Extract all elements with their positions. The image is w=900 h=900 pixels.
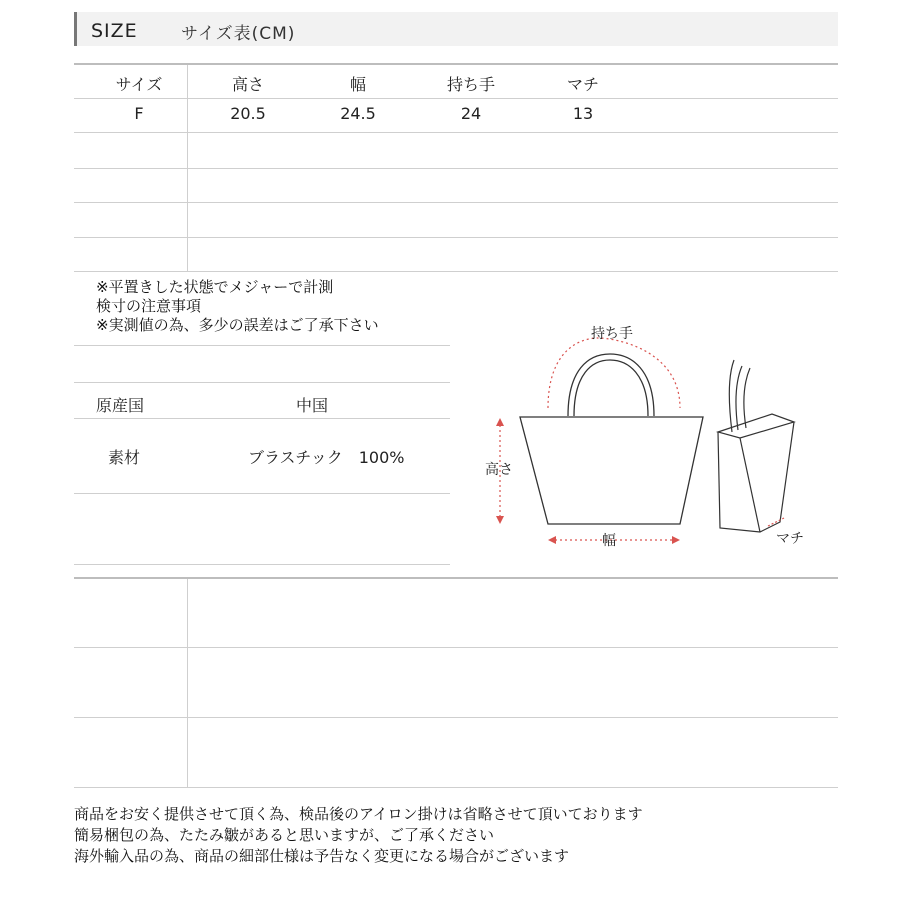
col-header-handle: 持ち手 [446,75,495,94]
col-header-size: サイズ [115,75,163,94]
width-arrow-left [548,536,556,544]
col-header-gusset: マチ [566,75,599,94]
side-handle [744,368,750,428]
measure-note: ※平置きした状態でメジャーで計測 [96,278,334,296]
row-height-value: 20.5 [230,104,266,123]
bag-handle-outer [568,354,654,416]
footer-note-packaging: 簡易梱包の為、たたみ皺があると思いますが、ご了承ください [74,826,495,844]
diagram-handle-label: 持ち手 [591,326,633,342]
material-label: 素材 [108,448,141,467]
table-row-border [74,168,838,169]
size-subtitle: サイズ表(CM) [181,24,296,44]
col-header-width: 幅 [349,75,366,94]
table-row-border [74,98,838,99]
tolerance-note: ※実測値の為、多少の誤差はご了承下さい [96,316,379,334]
lower-table-top-border [74,577,838,579]
diagram-width-label: 幅 [602,533,616,549]
bag-body [520,417,703,524]
side-handle [729,360,734,432]
table-bottom-border [74,271,838,272]
inspection-heading: 検寸の注意事項 [96,297,202,315]
gusset-measure-line [768,518,784,526]
footer-note-ironing: 商品をお安く提供させて頂く為、検品後のアイロン掛けは省略させて頂いております [74,805,643,823]
lower-table-row-border [74,717,838,718]
bag-handle-inner [574,360,648,416]
table-row-border [74,202,838,203]
side-bag-edge [740,438,760,532]
lower-table-row-border [74,647,838,648]
col-header-height: 高さ [231,75,264,94]
bag-diagram [470,310,830,560]
info-bottom-border [74,564,450,565]
diagram-height-label: 高さ [485,462,513,478]
row-width-value: 24.5 [340,104,376,123]
height-arrow-top [496,418,504,426]
size-header [74,12,838,46]
row-handle-value: 24 [460,104,482,123]
side-bag-top [718,414,794,438]
width-arrow-right [672,536,680,544]
origin-label: 原産国 [96,396,145,415]
lower-table-bottom-border [74,787,838,788]
footer-note-imports: 海外輸入品の為、商品の細部仕様は予告なく変更になる場合がございます [74,847,570,865]
row-size-value: F [134,104,144,123]
lower-table-divider [187,579,188,787]
info-border [74,493,450,494]
handle-measure-line [548,338,680,408]
side-handle [736,366,742,430]
height-arrow-bottom [496,516,504,524]
row-gusset-value: 13 [572,104,594,123]
info-top-border [74,345,450,346]
table-row-border [74,237,838,238]
info-border [74,382,450,383]
size-title: SIZE [91,20,138,42]
material-value: ブラスチック 100% [248,448,405,467]
origin-value: 中国 [296,396,329,415]
info-border [74,418,450,419]
table-row-border [74,132,838,133]
table-top-border [74,63,838,65]
diagram-gusset-label: マチ [776,531,804,547]
